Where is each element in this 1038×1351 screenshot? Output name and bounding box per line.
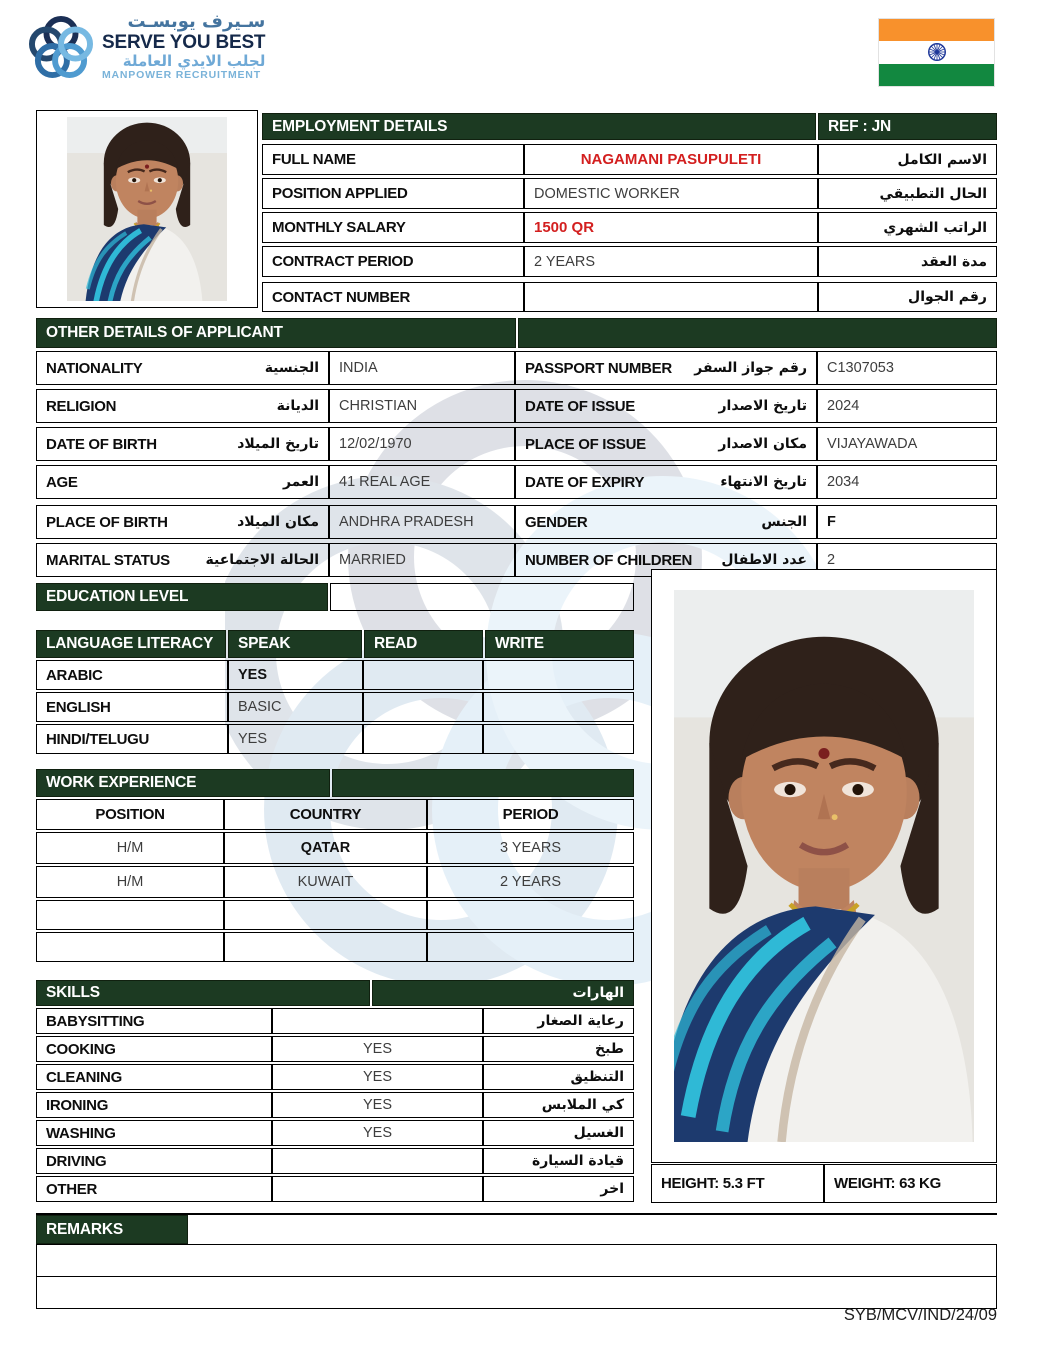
skill-value: YES [362, 1069, 392, 1085]
ashoka-chakra-icon [926, 41, 948, 63]
skill-value: YES [362, 1041, 392, 1057]
other-details-row [36, 427, 997, 461]
work-experience-section [36, 769, 634, 962]
field-value: 41 REAL AGE [339, 474, 431, 490]
skill-label-arabic: التنظيق [570, 1069, 624, 1085]
field-label: AGE [46, 473, 78, 491]
other-details-title: OTHER DETAILS OF APPLICANT [46, 324, 283, 341]
skill-row [36, 1120, 634, 1146]
applicant-photo-small [36, 110, 258, 308]
field-label-arabic: مدة العقد [920, 253, 987, 270]
language-row [36, 692, 634, 722]
employment-row [262, 246, 997, 277]
field-label-arabic: تاريخ الانتهاء [720, 474, 807, 490]
field-label: RELIGION [46, 397, 117, 415]
language-row [36, 660, 634, 690]
skill-row [36, 1176, 634, 1202]
skill-label-arabic: كي الملابس [541, 1097, 624, 1113]
column-header: LANGUAGE LITERACY [46, 635, 214, 652]
field-label-arabic: الراتب الشهري [883, 219, 987, 236]
field-value: 2 YEARS [534, 253, 595, 270]
field-value: 1500 QR [534, 219, 595, 236]
country-value: QATAR [300, 840, 351, 856]
field-label: MARITAL STATUS [46, 551, 170, 569]
skill-row [36, 1148, 634, 1174]
field-label-arabic: الديانة [276, 398, 319, 414]
skills-section [36, 980, 634, 1202]
field-value: NAGAMANI PASUPULETI [580, 151, 762, 168]
field-label-arabic: رقم الجوال [908, 289, 987, 305]
skill-label-arabic: رعاية الصغار [537, 1013, 624, 1029]
skill-value: YES [362, 1125, 392, 1141]
field-label: CONTRACT PERIOD [272, 253, 414, 270]
field-value: F [827, 514, 836, 530]
field-value: 2034 [827, 474, 860, 490]
field-label-arabic: مكان الاصدار [718, 436, 807, 452]
column-header: COUNTRY [289, 806, 362, 823]
logo-english-name: SERVE YOU BEST [102, 32, 266, 54]
skill-label: WASHING [46, 1124, 116, 1142]
other-details-section [36, 318, 997, 577]
field-label-arabic: العمر [282, 474, 319, 490]
field-label-arabic: الجنسية [264, 360, 319, 376]
field-label: NATIONALITY [46, 359, 143, 377]
field-value: CHRISTIAN [339, 398, 418, 414]
field-value: MARRIED [339, 552, 406, 568]
field-label-arabic: الحالة الاجتماعية [205, 552, 319, 568]
position-value: H/M [116, 840, 144, 856]
skill-label-arabic: قيادة السيارة [531, 1153, 624, 1169]
field-value: C1307053 [827, 360, 894, 376]
other-details-row [36, 505, 997, 539]
field-label-arabic: رقم جواز السفر [694, 360, 807, 376]
skill-row [36, 1092, 634, 1118]
skill-label: BABYSITTING [46, 1012, 145, 1030]
field-label: POSITION APPLIED [272, 185, 408, 202]
field-label-arabic: تاريخ الاصدار [718, 398, 807, 414]
column-header: PERIOD [502, 806, 559, 823]
skills-title-arabic: الهارات [572, 985, 624, 1001]
field-value: VIJAYAWADA [827, 436, 918, 452]
field-value: INDIA [339, 360, 378, 376]
field-label: DATE OF BIRTH [46, 435, 157, 453]
skill-row [36, 1064, 634, 1090]
field-label: GENDER [525, 513, 588, 531]
language-name: ARABIC [46, 666, 103, 684]
employment-title: EMPLOYMENT DETAILS [272, 117, 448, 135]
column-header: READ [374, 635, 418, 652]
skill-label-arabic: اخر [600, 1181, 624, 1197]
employment-ref: REF : JN [828, 117, 891, 135]
education-level-section [36, 583, 634, 611]
language-literacy-section [36, 630, 634, 754]
education-title: EDUCATION LEVEL [46, 588, 189, 605]
other-details-row [36, 351, 997, 385]
work-title: WORK EXPERIENCE [46, 774, 197, 791]
period-value: 3 YEARS [500, 840, 561, 856]
employment-details-section [262, 113, 997, 312]
work-row [36, 866, 634, 898]
skill-label: COOKING [46, 1040, 116, 1058]
work-row [36, 932, 634, 962]
country-value: KUWAIT [297, 874, 354, 890]
field-value: ANDHRA PRADESH [339, 514, 474, 530]
skill-label-arabic: طبخ [595, 1041, 624, 1057]
work-row [36, 900, 634, 930]
serve-you-best-knot-icon [28, 12, 94, 82]
logo-english-tagline: MANPOWER RECRUITMENT [102, 69, 261, 82]
work-row [36, 832, 634, 864]
field-value: 2024 [827, 398, 860, 414]
language-name: HINDI/TELUGU [46, 730, 150, 748]
language-name: ENGLISH [46, 698, 111, 716]
skill-row [36, 1008, 634, 1034]
physical-attributes [651, 1164, 997, 1203]
field-label: NUMBER OF CHILDREN [525, 551, 693, 569]
applicant-photo-large [651, 569, 997, 1163]
skill-label-arabic: الغسيل [573, 1125, 624, 1141]
field-value: 2 [827, 552, 836, 568]
weight-value: WEIGHT: 63 KG [834, 1175, 941, 1192]
india-flag-icon [878, 18, 995, 87]
logo-arabic-name: سـيرف يوبسـت [127, 11, 266, 33]
employment-row [262, 178, 997, 209]
field-label-arabic: الحال التطبيقي [879, 185, 987, 202]
remarks-empty-row [36, 1277, 997, 1309]
field-label-arabic: الجنس [761, 514, 807, 530]
remarks-title: REMARKS [46, 1220, 123, 1238]
other-details-row [36, 389, 997, 423]
field-label: PASSPORT NUMBER [525, 359, 672, 377]
height-value: HEIGHT: 5.3 FT [661, 1175, 765, 1192]
language-row [36, 724, 634, 754]
work-header-row [36, 799, 634, 830]
speak-value: YES [238, 731, 268, 747]
field-label: PLACE OF BIRTH [46, 513, 168, 531]
field-label: MONTHLY SALARY [272, 219, 406, 236]
skill-label: OTHER [46, 1180, 98, 1198]
agency-logo [28, 12, 265, 82]
period-value: 2 YEARS [500, 874, 561, 890]
employment-row [262, 144, 997, 175]
skill-row [36, 1036, 634, 1062]
other-details-row [36, 465, 997, 499]
field-label-arabic: تاريخ الميلاد [237, 436, 319, 452]
column-header: SPEAK [238, 635, 291, 652]
skill-value: YES [362, 1097, 392, 1113]
field-value: 12/02/1970 [339, 436, 412, 452]
field-label: CONTACT NUMBER [272, 288, 411, 306]
column-header: POSITION [95, 806, 165, 823]
skill-label: IRONING [46, 1096, 109, 1114]
field-value: DOMESTIC WORKER [534, 185, 680, 202]
field-label-arabic: الاسم الكامل [897, 151, 987, 168]
field-label-arabic: عدد الاطفال [721, 552, 807, 568]
skill-label: DRIVING [46, 1152, 107, 1170]
field-label: FULL NAME [272, 151, 356, 168]
field-label: DATE OF EXPIRY [525, 473, 645, 491]
speak-value: YES [238, 667, 268, 683]
skills-title: SKILLS [46, 984, 100, 1001]
employment-row [262, 282, 997, 312]
field-label: DATE OF ISSUE [525, 397, 635, 415]
document-reference-code: SYB/MCV/IND/24/09 [843, 1306, 997, 1324]
skill-label: CLEANING [46, 1068, 122, 1086]
remarks-empty-row [36, 1244, 997, 1277]
position-value: H/M [116, 874, 144, 890]
logo-arabic-tagline: لجلب الايدي العاملة [122, 52, 266, 71]
employment-row [262, 212, 997, 243]
column-header: WRITE [495, 635, 544, 652]
field-label-arabic: مكان الميلاد [237, 514, 319, 530]
speak-value: BASIC [238, 699, 282, 715]
remarks-section [36, 1213, 997, 1309]
field-label: PLACE OF ISSUE [525, 435, 646, 453]
